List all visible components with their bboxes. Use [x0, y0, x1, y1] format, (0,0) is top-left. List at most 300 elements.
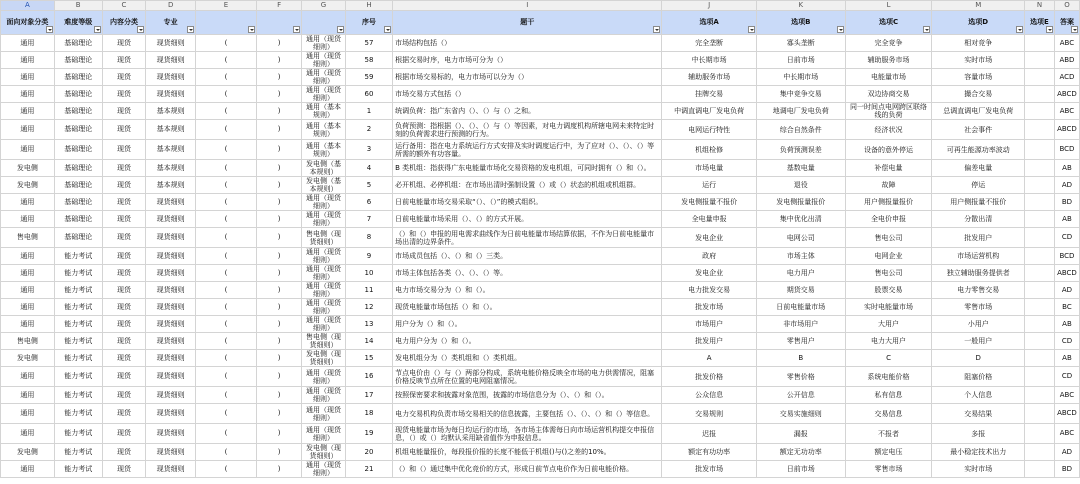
- cell-l[interactable]: 售电公司: [845, 228, 932, 248]
- cell-h[interactable]: 10: [345, 265, 392, 282]
- cell-e[interactable]: (: [196, 424, 257, 444]
- cell-o[interactable]: CD: [1054, 367, 1079, 387]
- cell-d[interactable]: 基本规则: [146, 120, 196, 140]
- cell-e[interactable]: (: [196, 160, 257, 177]
- cell-c[interactable]: 现货: [102, 333, 146, 350]
- cell-a[interactable]: 通用: [1, 120, 55, 140]
- header-cell[interactable]: [196, 11, 257, 35]
- header-cell[interactable]: [54, 11, 102, 35]
- cell-d[interactable]: 现货细则: [146, 52, 196, 69]
- cell-c[interactable]: 现货: [102, 444, 146, 461]
- cell-n[interactable]: [1025, 333, 1055, 350]
- cell-f[interactable]: ): [256, 282, 301, 299]
- cell-d[interactable]: 现货细则: [146, 333, 196, 350]
- header-cell[interactable]: [1025, 11, 1055, 35]
- header-cell[interactable]: [393, 11, 662, 35]
- column-letter-j[interactable]: J: [662, 1, 757, 11]
- cell-f[interactable]: ): [256, 103, 301, 120]
- cell-a[interactable]: 通用: [1, 424, 55, 444]
- cell-e[interactable]: (: [196, 194, 257, 211]
- cell-g[interactable]: 通用（现货细则）: [302, 52, 346, 69]
- cell-j[interactable]: 发电企业: [662, 228, 757, 248]
- cell-b[interactable]: 能力考试: [54, 367, 102, 387]
- cell-g[interactable]: 通用（现货细则）: [302, 69, 346, 86]
- filter-dropdown-icon[interactable]: [384, 26, 391, 33]
- cell-k[interactable]: 零售价格: [756, 367, 845, 387]
- cell-i[interactable]: 负荷预测：指根据（）、（）、（）与（）等因素，对电力调度机构所辖电网未来特定时刻的负荷需求进行预测的行为。: [393, 120, 662, 140]
- filter-dropdown-icon[interactable]: [248, 26, 255, 33]
- cell-e[interactable]: (: [196, 69, 257, 86]
- cell-m[interactable]: 多报: [932, 424, 1025, 444]
- filter-dropdown-icon[interactable]: [337, 26, 344, 33]
- filter-dropdown-icon[interactable]: [46, 26, 53, 33]
- cell-d[interactable]: 现货细则: [146, 211, 196, 228]
- cell-b[interactable]: 基础理论: [54, 69, 102, 86]
- cell-l[interactable]: 股票交易: [845, 282, 932, 299]
- cell-a[interactable]: 通用: [1, 69, 55, 86]
- cell-c[interactable]: 现货: [102, 140, 146, 160]
- cell-h[interactable]: 5: [345, 177, 392, 194]
- cell-c[interactable]: 现货: [102, 160, 146, 177]
- cell-j[interactable]: 批发市场: [662, 299, 757, 316]
- cell-b[interactable]: 基础理论: [54, 177, 102, 194]
- cell-k[interactable]: 日前市场: [756, 52, 845, 69]
- cell-n[interactable]: [1025, 282, 1055, 299]
- cell-m[interactable]: 独立辅助服务提供者: [932, 265, 1025, 282]
- cell-b[interactable]: 基础理论: [54, 52, 102, 69]
- cell-a[interactable]: 通用: [1, 248, 55, 265]
- cell-f[interactable]: ): [256, 350, 301, 367]
- cell-a[interactable]: 通用: [1, 367, 55, 387]
- cell-a[interactable]: 发电侧: [1, 160, 55, 177]
- cell-j[interactable]: 辅助服务市场: [662, 69, 757, 86]
- cell-h[interactable]: 19: [345, 424, 392, 444]
- cell-m[interactable]: 个人信息: [932, 387, 1025, 404]
- cell-h[interactable]: 4: [345, 160, 392, 177]
- cell-o[interactable]: AB: [1054, 211, 1079, 228]
- cell-b[interactable]: 基础理论: [54, 103, 102, 120]
- cell-h[interactable]: 15: [345, 350, 392, 367]
- cell-b[interactable]: 基础理论: [54, 211, 102, 228]
- cell-o[interactable]: ABCD: [1054, 265, 1079, 282]
- cell-d[interactable]: 现货细则: [146, 282, 196, 299]
- cell-m[interactable]: 交易结果: [932, 404, 1025, 424]
- column-letter-m[interactable]: M: [932, 1, 1025, 11]
- cell-j[interactable]: 完全垄断: [662, 35, 757, 52]
- cell-o[interactable]: BCD: [1054, 140, 1079, 160]
- cell-k[interactable]: 集中优化出清: [756, 211, 845, 228]
- cell-l[interactable]: 额定电压: [845, 444, 932, 461]
- cell-f[interactable]: ): [256, 52, 301, 69]
- cell-a[interactable]: 通用: [1, 52, 55, 69]
- cell-j[interactable]: 市场用户: [662, 316, 757, 333]
- cell-h[interactable]: 20: [345, 444, 392, 461]
- cell-j[interactable]: 发电企业: [662, 265, 757, 282]
- cell-o[interactable]: BD: [1054, 194, 1079, 211]
- cell-c[interactable]: 现货: [102, 461, 146, 478]
- cell-n[interactable]: [1025, 350, 1055, 367]
- cell-h[interactable]: 60: [345, 86, 392, 103]
- cell-b[interactable]: 基础理论: [54, 228, 102, 248]
- cell-i[interactable]: 按照保密要求和披露对象范围，披露的市场信息分为（）、（）和（）。: [393, 387, 662, 404]
- cell-o[interactable]: ABC: [1054, 103, 1079, 120]
- cell-c[interactable]: 现货: [102, 424, 146, 444]
- cell-i[interactable]: 电力市场交易分为（）和（）。: [393, 282, 662, 299]
- cell-i[interactable]: 市场交易方式包括（）: [393, 86, 662, 103]
- filter-dropdown-icon[interactable]: [1016, 26, 1023, 33]
- cell-o[interactable]: BCD: [1054, 248, 1079, 265]
- cell-n[interactable]: [1025, 211, 1055, 228]
- cell-h[interactable]: 59: [345, 69, 392, 86]
- cell-g[interactable]: 通用（现货细则）: [302, 35, 346, 52]
- cell-c[interactable]: 现货: [102, 248, 146, 265]
- cell-m[interactable]: 阻塞价格: [932, 367, 1025, 387]
- cell-g[interactable]: 售电侧（现货细则）: [302, 333, 346, 350]
- cell-d[interactable]: 现货细则: [146, 404, 196, 424]
- cell-a[interactable]: 售电侧: [1, 333, 55, 350]
- cell-b[interactable]: 能力考试: [54, 424, 102, 444]
- cell-k[interactable]: 期货交易: [756, 282, 845, 299]
- cell-i[interactable]: 日前电能量市场交易采取“（）、（）”的模式组织。: [393, 194, 662, 211]
- cell-n[interactable]: [1025, 228, 1055, 248]
- cell-c[interactable]: 现货: [102, 86, 146, 103]
- cell-d[interactable]: 现货细则: [146, 367, 196, 387]
- cell-g[interactable]: 通用（现货细则）: [302, 265, 346, 282]
- cell-a[interactable]: 通用: [1, 194, 55, 211]
- cell-o[interactable]: ABC: [1054, 35, 1079, 52]
- cell-f[interactable]: ): [256, 316, 301, 333]
- cell-o[interactable]: AD: [1054, 444, 1079, 461]
- cell-a[interactable]: 通用: [1, 86, 55, 103]
- cell-k[interactable]: 电网公司: [756, 228, 845, 248]
- cell-f[interactable]: ): [256, 424, 301, 444]
- cell-d[interactable]: 现货细则: [146, 350, 196, 367]
- cell-a[interactable]: 通用: [1, 265, 55, 282]
- cell-i[interactable]: B 类机组：指获得广东电能量市场化交易资格的发电机组，可同时拥有（）和（）。: [393, 160, 662, 177]
- cell-a[interactable]: 通用: [1, 211, 55, 228]
- cell-e[interactable]: (: [196, 282, 257, 299]
- cell-c[interactable]: 现货: [102, 120, 146, 140]
- cell-l[interactable]: 经济状况: [845, 120, 932, 140]
- cell-n[interactable]: [1025, 248, 1055, 265]
- cell-m[interactable]: 社会事件: [932, 120, 1025, 140]
- header-cell[interactable]: [256, 11, 301, 35]
- cell-d[interactable]: 基本规则: [146, 103, 196, 120]
- cell-e[interactable]: (: [196, 444, 257, 461]
- cell-h[interactable]: 13: [345, 316, 392, 333]
- cell-k[interactable]: 基数电量: [756, 160, 845, 177]
- cell-h[interactable]: 11: [345, 282, 392, 299]
- column-letter-b[interactable]: B: [54, 1, 102, 11]
- cell-i[interactable]: 市场成员包括（）、（）和（）三类。: [393, 248, 662, 265]
- cell-i[interactable]: （）和（）通过集中优化竞价的方式，形成日前节点电价作为日前电能价格。: [393, 461, 662, 478]
- cell-n[interactable]: [1025, 367, 1055, 387]
- cell-g[interactable]: 通用（现货细则）: [302, 316, 346, 333]
- cell-m[interactable]: 市场运营机构: [932, 248, 1025, 265]
- cell-c[interactable]: 现货: [102, 404, 146, 424]
- cell-l[interactable]: 实时电能量市场: [845, 299, 932, 316]
- cell-o[interactable]: CD: [1054, 228, 1079, 248]
- cell-h[interactable]: 18: [345, 404, 392, 424]
- cell-g[interactable]: 发电侧（基本规则）: [302, 160, 346, 177]
- column-letter-h[interactable]: H: [345, 1, 392, 11]
- cell-l[interactable]: 电网企业: [845, 248, 932, 265]
- cell-k[interactable]: 非市场用户: [756, 316, 845, 333]
- cell-h[interactable]: 58: [345, 52, 392, 69]
- cell-d[interactable]: 基本规则: [146, 140, 196, 160]
- cell-e[interactable]: (: [196, 404, 257, 424]
- cell-n[interactable]: [1025, 194, 1055, 211]
- cell-j[interactable]: 迟报: [662, 424, 757, 444]
- cell-k[interactable]: 日前电能量市场: [756, 299, 845, 316]
- cell-e[interactable]: (: [196, 316, 257, 333]
- cell-f[interactable]: ): [256, 160, 301, 177]
- cell-n[interactable]: [1025, 69, 1055, 86]
- cell-i[interactable]: 日前电能量市场采用（）、（）的方式开展。: [393, 211, 662, 228]
- cell-d[interactable]: 现货细则: [146, 316, 196, 333]
- cell-o[interactable]: AB: [1054, 316, 1079, 333]
- header-cell[interactable]: [932, 11, 1025, 35]
- cell-e[interactable]: (: [196, 35, 257, 52]
- cell-o[interactable]: ABC: [1054, 424, 1079, 444]
- cell-h[interactable]: 9: [345, 248, 392, 265]
- cell-m[interactable]: 可再生能源功率波动: [932, 140, 1025, 160]
- filter-dropdown-icon[interactable]: [837, 26, 844, 33]
- cell-f[interactable]: ): [256, 404, 301, 424]
- cell-a[interactable]: 通用: [1, 35, 55, 52]
- cell-e[interactable]: (: [196, 52, 257, 69]
- cell-i[interactable]: 机组电能量报价，每段报价报的长度不能低于机组()与()之差的10%。: [393, 444, 662, 461]
- cell-g[interactable]: 通用（现货细则）: [302, 367, 346, 387]
- cell-e[interactable]: (: [196, 265, 257, 282]
- column-letter-i[interactable]: I: [393, 1, 662, 11]
- cell-c[interactable]: 现货: [102, 52, 146, 69]
- cell-g[interactable]: 通用（现货细则）: [302, 248, 346, 265]
- filter-dropdown-icon[interactable]: [1046, 26, 1053, 33]
- cell-n[interactable]: [1025, 120, 1055, 140]
- cell-f[interactable]: ): [256, 299, 301, 316]
- cell-n[interactable]: [1025, 86, 1055, 103]
- cell-l[interactable]: 设备的意外停运: [845, 140, 932, 160]
- cell-j[interactable]: 交易规则: [662, 404, 757, 424]
- cell-o[interactable]: AD: [1054, 177, 1079, 194]
- cell-j[interactable]: 中调直调电厂发电负荷: [662, 103, 757, 120]
- cell-f[interactable]: ): [256, 228, 301, 248]
- cell-h[interactable]: 2: [345, 120, 392, 140]
- cell-h[interactable]: 6: [345, 194, 392, 211]
- cell-i[interactable]: 现货电能量市场为每日均运行的市场，各市场主体需每日向市场运营机构提交申报信息，（）或（）均默认采用缺省值作为申报信息。: [393, 424, 662, 444]
- cell-n[interactable]: [1025, 299, 1055, 316]
- cell-m[interactable]: 撮合交易: [932, 86, 1025, 103]
- cell-i[interactable]: 根据交易时序，电力市场可分为（）: [393, 52, 662, 69]
- cell-f[interactable]: ): [256, 367, 301, 387]
- cell-j[interactable]: 机组检修: [662, 140, 757, 160]
- cell-f[interactable]: ): [256, 387, 301, 404]
- filter-dropdown-icon[interactable]: [748, 26, 755, 33]
- cell-l[interactable]: C: [845, 350, 932, 367]
- column-letter-d[interactable]: D: [146, 1, 196, 11]
- cell-j[interactable]: 挂牌交易: [662, 86, 757, 103]
- cell-o[interactable]: BC: [1054, 299, 1079, 316]
- cell-b[interactable]: 基础理论: [54, 194, 102, 211]
- header-cell[interactable]: [1, 11, 55, 35]
- cell-e[interactable]: (: [196, 177, 257, 194]
- cell-n[interactable]: [1025, 140, 1055, 160]
- cell-c[interactable]: 现货: [102, 177, 146, 194]
- cell-e[interactable]: (: [196, 140, 257, 160]
- cell-e[interactable]: (: [196, 120, 257, 140]
- cell-b[interactable]: 能力考试: [54, 299, 102, 316]
- cell-n[interactable]: [1025, 316, 1055, 333]
- cell-j[interactable]: A: [662, 350, 757, 367]
- cell-o[interactable]: ABD: [1054, 52, 1079, 69]
- cell-i[interactable]: 市场结构包括（）: [393, 35, 662, 52]
- cell-e[interactable]: (: [196, 461, 257, 478]
- cell-m[interactable]: 实时市场: [932, 461, 1025, 478]
- cell-j[interactable]: 全电量申报: [662, 211, 757, 228]
- header-cell[interactable]: [102, 11, 146, 35]
- cell-f[interactable]: ): [256, 194, 301, 211]
- cell-o[interactable]: ABCD: [1054, 120, 1079, 140]
- cell-b[interactable]: 能力考试: [54, 316, 102, 333]
- cell-k[interactable]: 漏报: [756, 424, 845, 444]
- cell-g[interactable]: 通用（现货细则）: [302, 424, 346, 444]
- cell-g[interactable]: 通用（基本规则）: [302, 140, 346, 160]
- column-letter-o[interactable]: O: [1054, 1, 1079, 11]
- cell-e[interactable]: (: [196, 248, 257, 265]
- cell-o[interactable]: ABCD: [1054, 404, 1079, 424]
- cell-a[interactable]: 通用: [1, 387, 55, 404]
- cell-n[interactable]: [1025, 444, 1055, 461]
- cell-d[interactable]: 现货细则: [146, 86, 196, 103]
- cell-d[interactable]: 基本规则: [146, 160, 196, 177]
- cell-m[interactable]: 偏差电量: [932, 160, 1025, 177]
- cell-l[interactable]: 不报者: [845, 424, 932, 444]
- cell-f[interactable]: ): [256, 461, 301, 478]
- cell-a[interactable]: 发电侧: [1, 444, 55, 461]
- cell-f[interactable]: ): [256, 35, 301, 52]
- cell-e[interactable]: (: [196, 367, 257, 387]
- cell-l[interactable]: 补偿电量: [845, 160, 932, 177]
- cell-c[interactable]: 现货: [102, 282, 146, 299]
- cell-a[interactable]: 通用: [1, 140, 55, 160]
- cell-n[interactable]: [1025, 52, 1055, 69]
- cell-i[interactable]: 必开机组、必停机组：在市场出清时强制设置（）或（）状态的机组或机组群。: [393, 177, 662, 194]
- filter-dropdown-icon[interactable]: [137, 26, 144, 33]
- cell-c[interactable]: 现货: [102, 211, 146, 228]
- cell-a[interactable]: 售电侧: [1, 228, 55, 248]
- cell-o[interactable]: ABCD: [1054, 86, 1079, 103]
- column-letter-a[interactable]: A: [1, 1, 55, 11]
- cell-i[interactable]: 发电机组分为（）类机组和（）类机组。: [393, 350, 662, 367]
- cell-k[interactable]: 综合自然条件: [756, 120, 845, 140]
- cell-d[interactable]: 现货细则: [146, 461, 196, 478]
- cell-d[interactable]: 现货细则: [146, 444, 196, 461]
- cell-f[interactable]: ): [256, 265, 301, 282]
- cell-g[interactable]: 通用（现货细则）: [302, 86, 346, 103]
- cell-j[interactable]: 批发价格: [662, 367, 757, 387]
- cell-g[interactable]: 通用（基本规则）: [302, 103, 346, 120]
- cell-h[interactable]: 14: [345, 333, 392, 350]
- cell-m[interactable]: 小用户: [932, 316, 1025, 333]
- cell-m[interactable]: 用户侧报量不报价: [932, 194, 1025, 211]
- cell-g[interactable]: 通用（现货细则）: [302, 282, 346, 299]
- cell-l[interactable]: 售电公司: [845, 265, 932, 282]
- cell-h[interactable]: 16: [345, 367, 392, 387]
- cell-l[interactable]: 全电价申报: [845, 211, 932, 228]
- header-cell[interactable]: [662, 11, 757, 35]
- cell-c[interactable]: 现货: [102, 387, 146, 404]
- cell-b[interactable]: 基础理论: [54, 35, 102, 52]
- cell-h[interactable]: 3: [345, 140, 392, 160]
- cell-b[interactable]: 基础理论: [54, 140, 102, 160]
- cell-i[interactable]: 运行备用：指在电力系统运行方式安排及实时调度运行中，为了应对（）、（）、（）等所需的额外有功容量。: [393, 140, 662, 160]
- cell-o[interactable]: ACD: [1054, 69, 1079, 86]
- cell-b[interactable]: 基础理论: [54, 120, 102, 140]
- cell-g[interactable]: 通用（基本规则）: [302, 120, 346, 140]
- cell-h[interactable]: 7: [345, 211, 392, 228]
- cell-m[interactable]: 容量市场: [932, 69, 1025, 86]
- cell-c[interactable]: 现货: [102, 103, 146, 120]
- cell-g[interactable]: 发电侧（现货细则）: [302, 350, 346, 367]
- cell-c[interactable]: 现货: [102, 194, 146, 211]
- cell-j[interactable]: 市场电量: [662, 160, 757, 177]
- cell-b[interactable]: 能力考试: [54, 333, 102, 350]
- cell-k[interactable]: 额定无功功率: [756, 444, 845, 461]
- cell-n[interactable]: [1025, 404, 1055, 424]
- cell-k[interactable]: 市场主体: [756, 248, 845, 265]
- cell-e[interactable]: (: [196, 350, 257, 367]
- cell-k[interactable]: 发电侧报量报价: [756, 194, 845, 211]
- cell-a[interactable]: 通用: [1, 461, 55, 478]
- cell-a[interactable]: 通用: [1, 299, 55, 316]
- cell-e[interactable]: (: [196, 333, 257, 350]
- filter-dropdown-icon[interactable]: [1071, 26, 1078, 33]
- filter-dropdown-icon[interactable]: [94, 26, 101, 33]
- cell-a[interactable]: 通用: [1, 282, 55, 299]
- cell-h[interactable]: 17: [345, 387, 392, 404]
- cell-n[interactable]: [1025, 103, 1055, 120]
- cell-l[interactable]: 系统电能价格: [845, 367, 932, 387]
- cell-b[interactable]: 能力考试: [54, 282, 102, 299]
- cell-m[interactable]: 实时市场: [932, 52, 1025, 69]
- cell-l[interactable]: 同一时间点电网跨区联络线的负荷: [845, 103, 932, 120]
- cell-f[interactable]: ): [256, 69, 301, 86]
- cell-l[interactable]: 故障: [845, 177, 932, 194]
- cell-g[interactable]: 发电侧（基本规则）: [302, 177, 346, 194]
- cell-j[interactable]: 发电侧报量不报价: [662, 194, 757, 211]
- cell-i[interactable]: 用户分为（）和（）。: [393, 316, 662, 333]
- header-cell[interactable]: [146, 11, 196, 35]
- cell-f[interactable]: ): [256, 211, 301, 228]
- filter-dropdown-icon[interactable]: [293, 26, 300, 33]
- cell-h[interactable]: 21: [345, 461, 392, 478]
- cell-k[interactable]: 零售用户: [756, 333, 845, 350]
- cell-f[interactable]: ): [256, 444, 301, 461]
- cell-l[interactable]: 电能量市场: [845, 69, 932, 86]
- cell-e[interactable]: (: [196, 228, 257, 248]
- cell-o[interactable]: ABC: [1054, 387, 1079, 404]
- column-letter-g[interactable]: G: [302, 1, 346, 11]
- cell-i[interactable]: 现货电能量市场包括（）和（）。: [393, 299, 662, 316]
- cell-j[interactable]: 公众信息: [662, 387, 757, 404]
- cell-e[interactable]: (: [196, 211, 257, 228]
- cell-n[interactable]: [1025, 177, 1055, 194]
- cell-b[interactable]: 能力考试: [54, 444, 102, 461]
- cell-e[interactable]: (: [196, 86, 257, 103]
- cell-k[interactable]: 电力用户: [756, 265, 845, 282]
- cell-j[interactable]: 电力批发交易: [662, 282, 757, 299]
